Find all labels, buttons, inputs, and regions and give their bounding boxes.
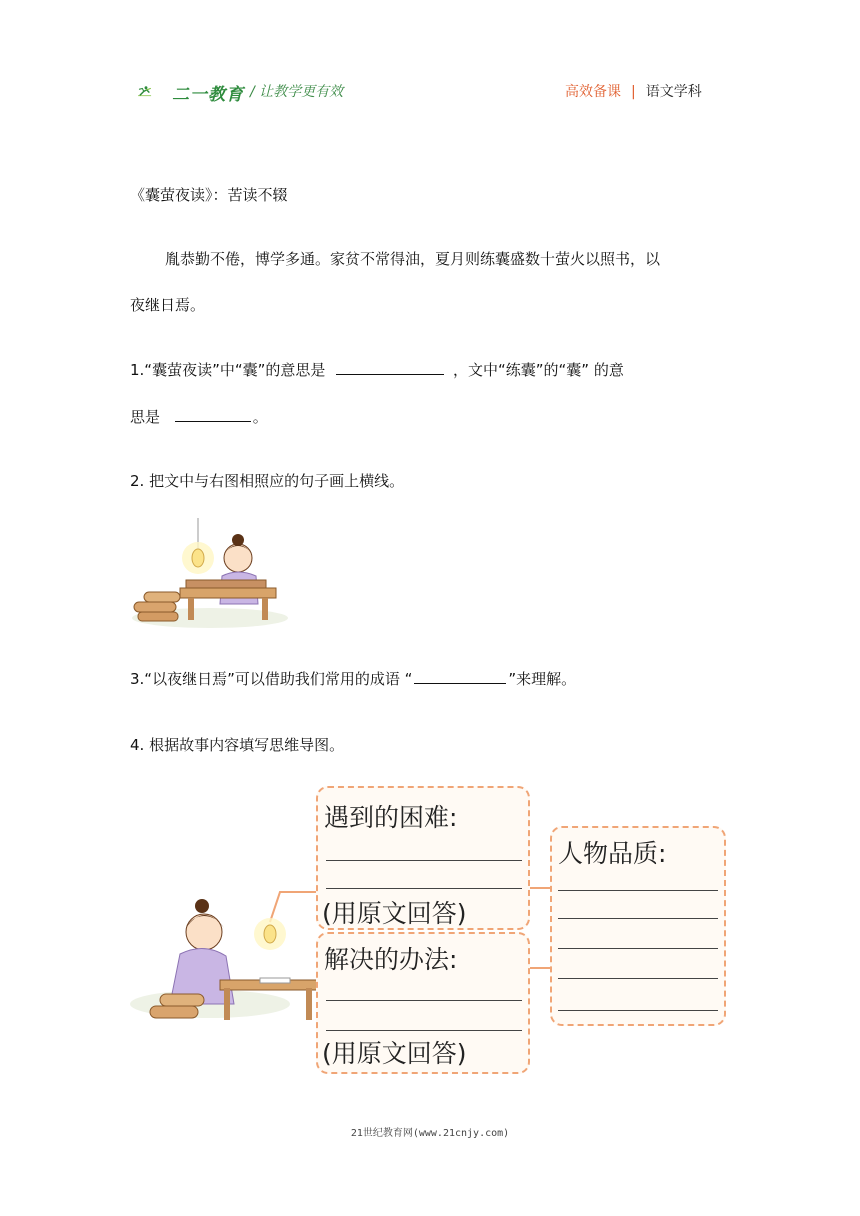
q3-text-a: 3.“以夜继日焉”可以借助我们常用的成语 “ (130, 670, 413, 688)
mind-map-box-solution (316, 932, 530, 1074)
page-footer: 21世纪教育网(www.21cnjy.com) (350, 1128, 510, 1139)
q1-text-d: 。 (252, 408, 268, 426)
header-label-prep: 高效备课 (565, 84, 621, 100)
quality-answer-line-3[interactable] (558, 948, 718, 949)
mind-map-box-quality (550, 826, 726, 1026)
mind-map-box-difficulty (316, 786, 530, 930)
box-difficulty-note: (用原文回答) (322, 899, 467, 928)
q1-text-c: 思是 (130, 408, 161, 426)
brand-slogan: / 让教学更有效 (250, 84, 344, 100)
solution-answer-line-2[interactable] (326, 1030, 522, 1031)
q3-text-b: ”来理解。 (508, 670, 577, 688)
passage-line-1: 胤恭勤不倦，博学多通。家贫不常得油，夏月则练囊盛数十萤火以照书，以 (165, 250, 661, 268)
q1-text-a: 1.“囊萤夜读”中“囊”的意思是 (130, 361, 326, 379)
question-3 (130, 668, 576, 689)
page-title: 《囊萤夜读》：苦读不辍 (130, 186, 288, 204)
box-solution-note: (用原文回答) (322, 1039, 467, 1068)
quality-answer-line-5[interactable] (558, 1010, 718, 1011)
header-right (565, 81, 702, 101)
question-1-line-1 (130, 359, 624, 380)
header-label-subject: 语文学科 (645, 84, 702, 100)
quality-answer-line-2[interactable] (558, 918, 718, 919)
brand-logo-text: 二一教育 (172, 85, 244, 105)
passage-line-2: 夜继日焉。 (130, 296, 206, 314)
quality-answer-line-4[interactable] (558, 978, 718, 979)
q1-text-b: ，文中“练囊”的“囊” 的意 (452, 361, 624, 379)
header-separator: | (631, 84, 636, 100)
q1-answer-blank-2[interactable] (175, 407, 251, 422)
student-reading-illustration (130, 518, 290, 630)
box-difficulty-title: 遇到的困难: (324, 803, 458, 832)
difficulty-answer-line-1[interactable] (326, 860, 522, 861)
question-1-line-2 (130, 406, 268, 427)
question-4: 4. 根据故事内容填写思维导图。 (130, 736, 345, 754)
solution-answer-line-1[interactable] (326, 1000, 522, 1001)
box-solution-title: 解决的办法: (324, 945, 458, 974)
q3-idiom-blank[interactable] (414, 669, 506, 684)
question-2: 2. 把文中与右图相照应的句子画上横线。 (130, 472, 405, 490)
quality-answer-line-1[interactable] (558, 890, 718, 891)
box-quality-title: 人物品质: (558, 839, 667, 868)
mind-map (130, 782, 730, 1074)
difficulty-answer-line-2[interactable] (326, 888, 522, 889)
q1-answer-blank-1[interactable] (336, 360, 444, 375)
